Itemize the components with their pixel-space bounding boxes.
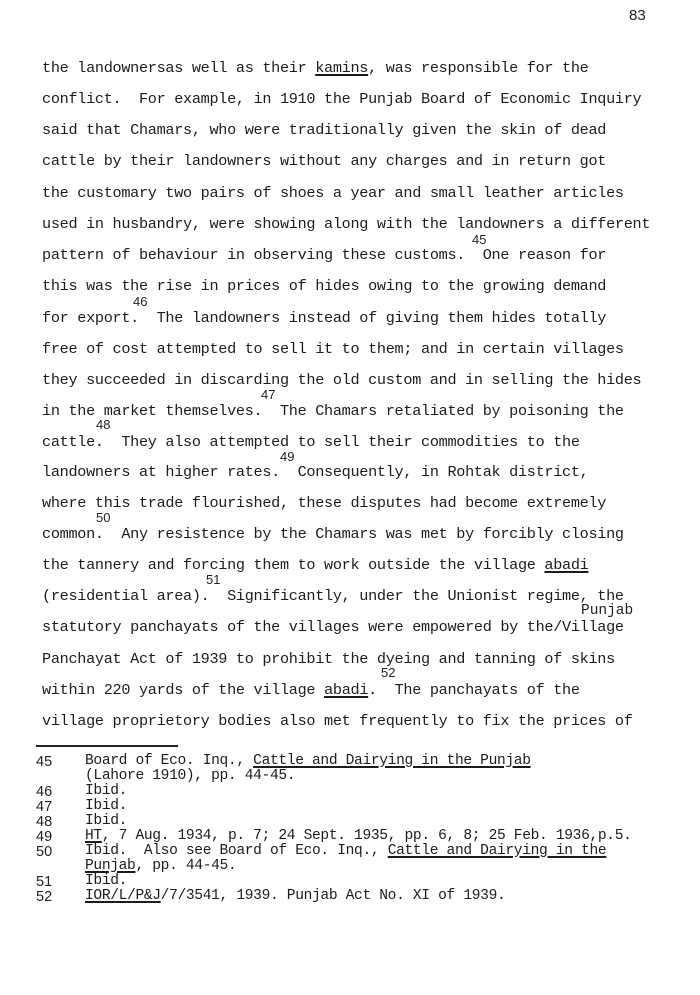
underlined-text: abadi [544,556,589,574]
body-line [42,246,606,264]
footnote-number: 45 [36,754,53,770]
footnote-text [85,813,127,829]
footnote-number: 51 [36,874,53,890]
text-run: this was the rise in prices of hides owing to the growing demand [42,277,607,295]
footnote-text [85,828,632,844]
body-line [42,556,588,574]
body-line [42,681,580,699]
text-run: Ibid. [85,783,128,799]
footnote-marker: 47 [261,387,276,402]
text-run: for export. The landowners instead of giving them hides totally [42,309,607,327]
text-run: free of cost attempted to sell it to them; and in certain villages [42,340,624,358]
body-line [42,463,588,481]
text-run: (residential area). Significantly, under the Unionist regime, the [42,587,624,605]
text-run: , was responsible for the [368,59,589,77]
text-run: the landownersas well as their [42,59,316,77]
footnote-marker: 51 [206,572,221,587]
text-run: cattle by their landowners without any charges and in return got [42,152,607,170]
body-line [42,402,624,420]
footnote-marker: 52 [381,665,396,680]
text-run: pattern of behaviour in observing these customs. One reason for [42,246,607,264]
body-line [42,712,633,730]
body-line [42,618,624,636]
body-line [42,587,624,605]
body-line [42,371,641,389]
text-run: statutory panchayats of the villages were empowered by the/Village [42,618,624,636]
text-run: village proprietory bodies also met frequently to fix the prices of [42,712,633,730]
footnote-number: 48 [36,814,53,830]
body-line [42,433,580,451]
footnote-text [85,843,606,859]
footnote-text [85,753,531,769]
footnote-text [85,768,295,784]
footnote-marker: 46 [133,294,148,309]
text-run: within 220 yards of the village [42,681,325,699]
footnote-text [85,798,127,814]
body-line [42,309,606,327]
body-line [42,215,650,233]
body-line [42,152,606,170]
footnote-number: 52 [36,889,53,905]
text-run: the customary two pairs of shoes a year and small leather articles [42,184,624,202]
text-run: Ibid. Also see Board of Eco. Inq., [85,843,388,859]
text-run: common. Any resistence by the Chamars was met by forcibly closing [42,525,624,543]
text-run: Ibid. [85,798,128,814]
body-line [42,525,624,543]
text-run: . The panchayats of the [368,681,580,699]
body-line [42,340,624,358]
underlined-text: Cattle and Dairying in the Punjab [253,753,531,769]
text-run: , 7 Aug. 1934, p. 7; 24 Sept. 1935, pp. 6, 8; 25 Feb. 1936,p.5. [101,828,632,844]
underlined-text: Cattle and Dairying in the [387,843,607,859]
text-run: where this trade flourished, these disputes had become extremely [42,494,607,512]
footnote-marker: 50 [96,510,111,525]
footnote-number: 50 [36,844,53,860]
text-run: Ibid. [85,873,128,889]
text-run: , pp. 44-45. [135,858,237,874]
footnote-marker: 45 [472,232,487,247]
text-run: conflict. For example, in 1910 the Punjab Board of Economic Inquiry [42,90,642,108]
body-line [42,650,615,668]
body-line [42,121,606,139]
underlined-text: Punjab [85,858,136,874]
footnote-number: 46 [36,784,53,800]
text-run: Board of Eco. Inq., [85,753,254,769]
text-run: Panchayat Act of 1939 to prohibit the dyeing and tanning of skins [42,650,615,668]
text-run: cattle. They also attempted to sell their commodities to the [42,433,580,451]
text-run: (Lahore 1910), pp. 44-45. [85,768,296,784]
underlined-text: kamins [315,59,369,77]
body-line [42,494,606,512]
footnote-text [85,783,127,799]
page-number: 83 [629,7,646,24]
text-run: used in husbandry, were showing along with the landowners a different [42,215,651,233]
footnote-marker: 48 [96,417,111,432]
body-line [42,90,641,108]
body-line [42,59,588,77]
text-run: landowners at higher rates. Consequently, in Rohtak district, [42,463,589,481]
body-line [42,277,606,295]
footnote-text [85,858,236,874]
underlined-text: IOR/L/P&J [85,888,161,904]
text-run: in the market themselves. The Chamars retaliated by poisoning the [42,402,624,420]
footnote-number: 47 [36,799,53,815]
footnote-text [85,873,127,889]
interlinear-insertion: Punjab [581,603,634,619]
footnote-text [85,888,505,904]
text-run: Ibid. [85,813,128,829]
underlined-text: abadi [324,681,369,699]
text-run: the tannery and forcing them to work outside the village [42,556,545,574]
text-run: they succeeded in discarding the old custom and in selling the hides [42,371,642,389]
text-run: said that Chamars, who were traditionally given the skin of dead [42,121,607,139]
footnote-separator [36,745,178,747]
body-line [42,184,624,202]
footnote-marker: 49 [280,449,295,464]
underlined-text: HT [85,828,102,844]
text-run: /7/3541, 1939. Punjab Act No. XI of 1939. [160,888,506,904]
footnote-number: 49 [36,829,53,845]
